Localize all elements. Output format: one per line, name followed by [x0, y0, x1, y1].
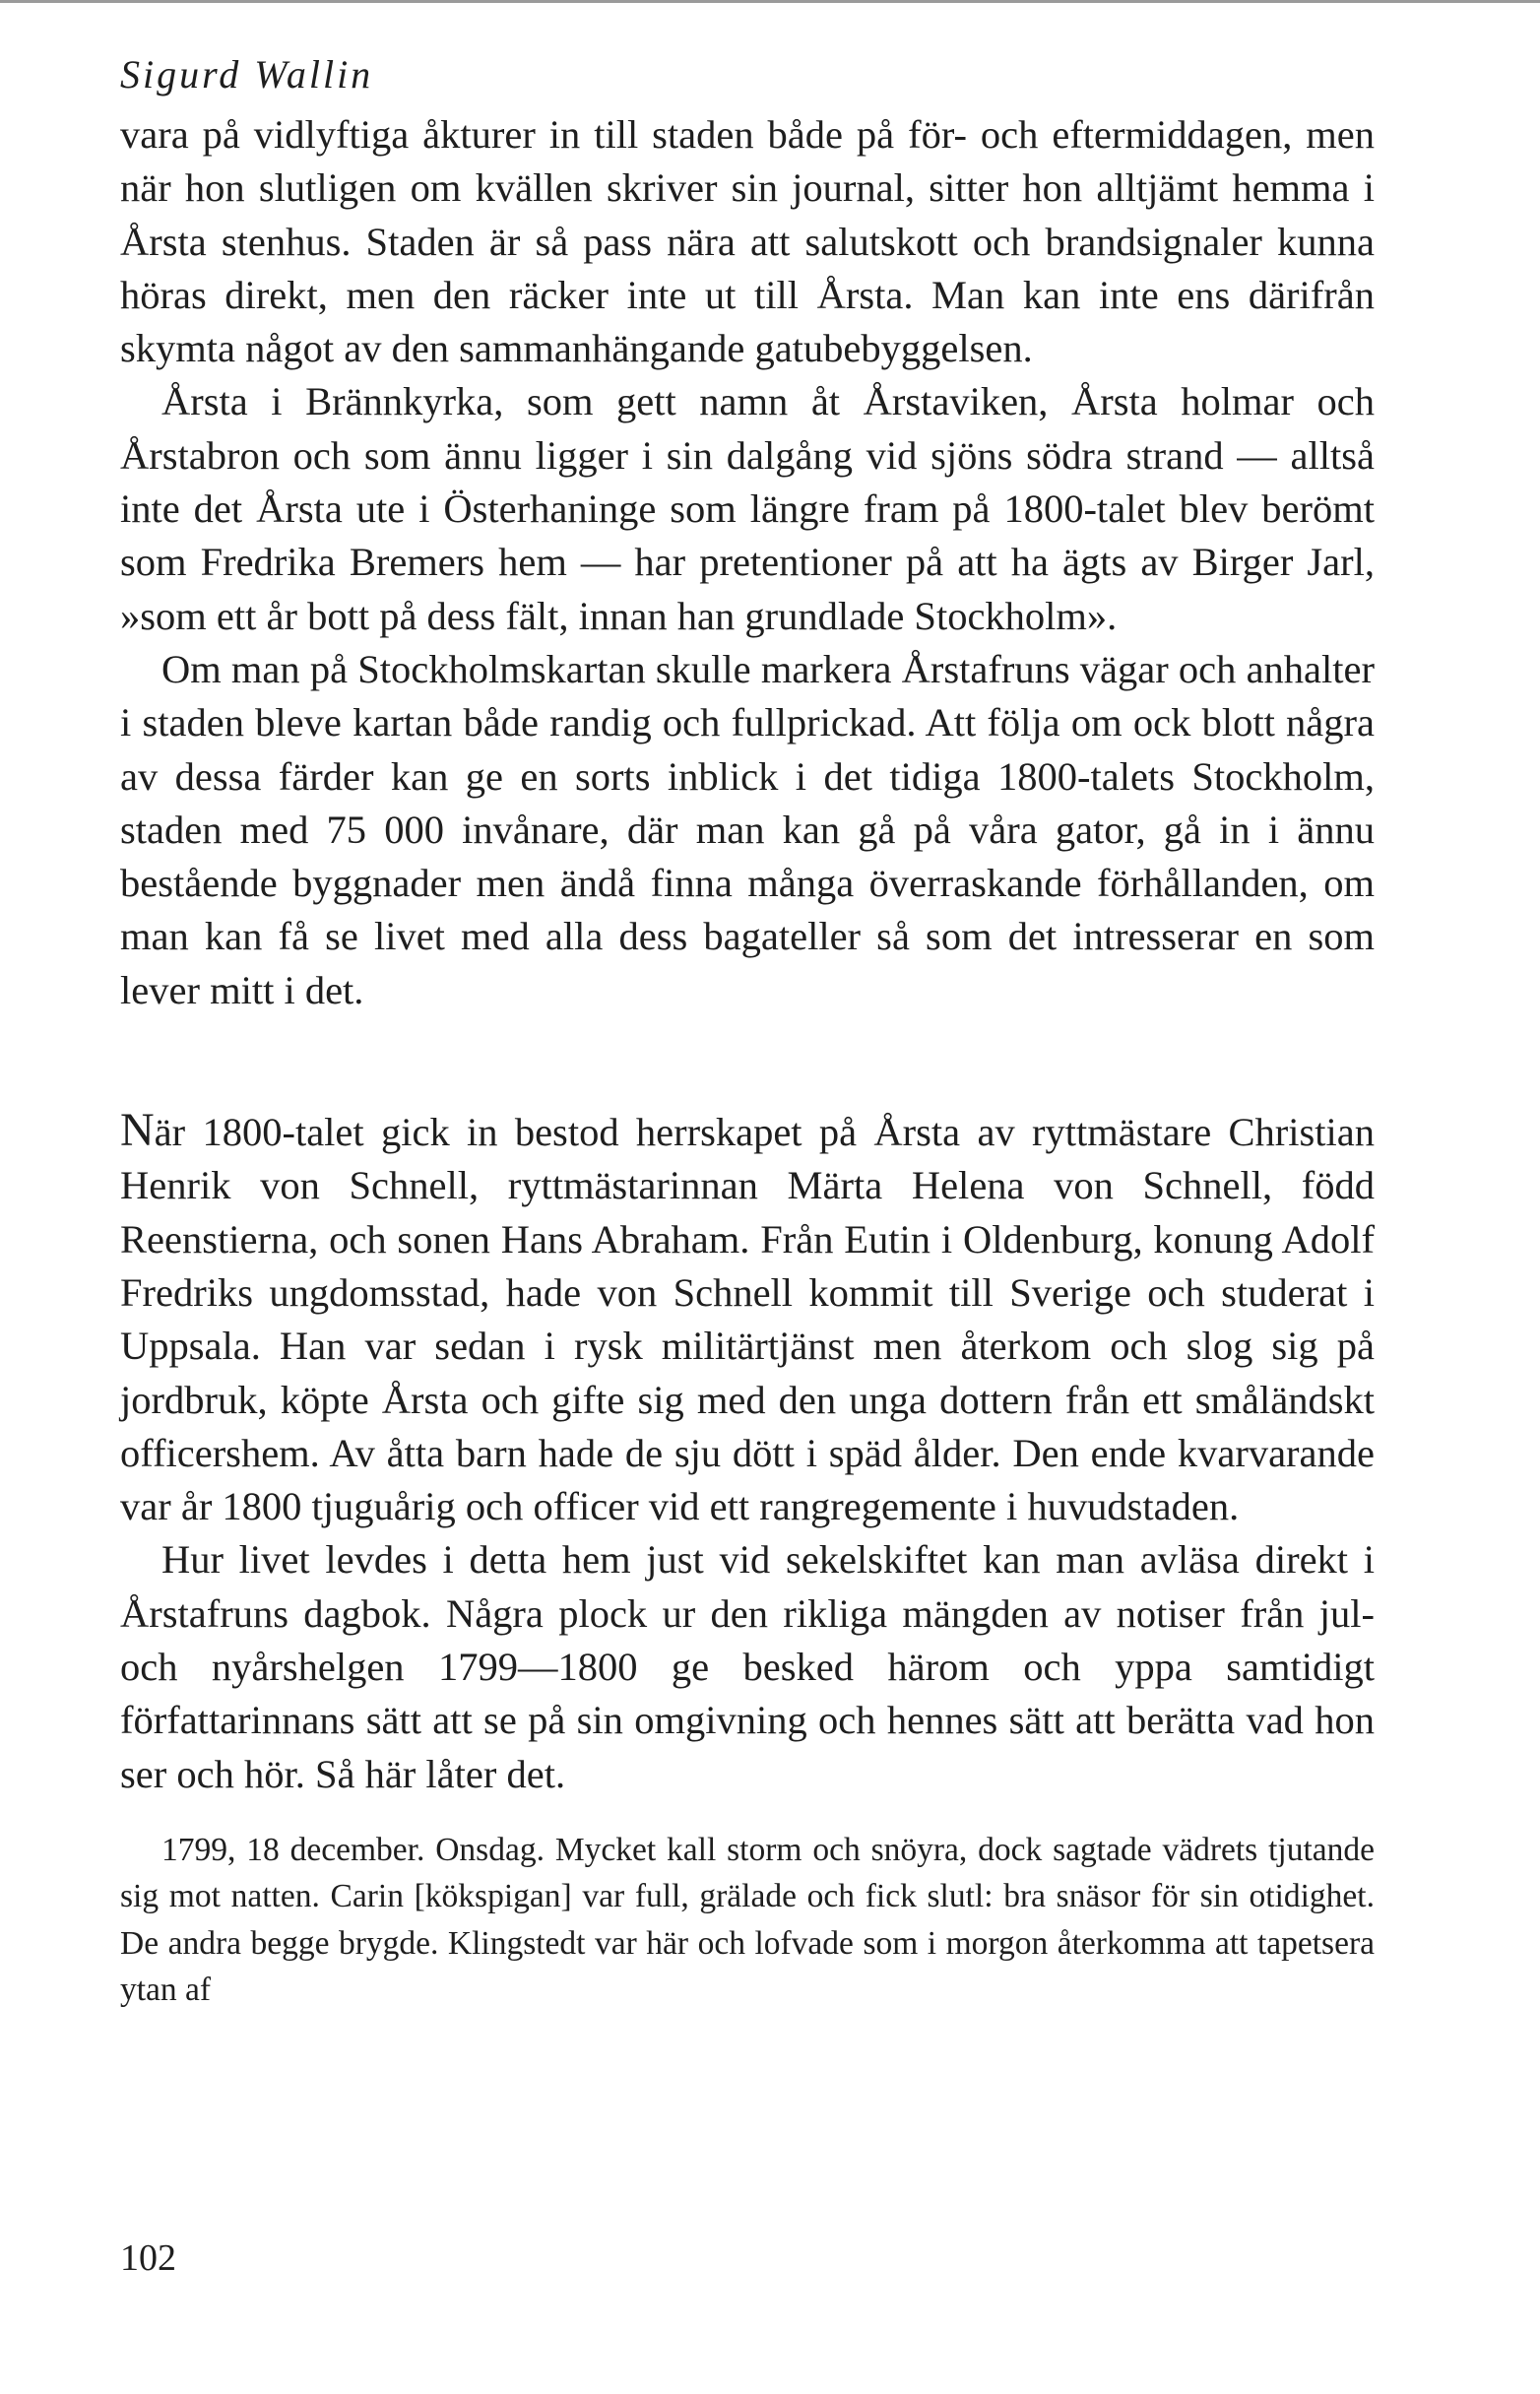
paragraph-stockholm-map: Om man på Stockholmskartan skulle markera Årstafruns vägar och anhalter i staden bleve kartan både randig och fullprickad. Att följa om ock blott några av dessa färder kan ge en sorts inblick i det tidiga 1800-talets Stockholm, staden med 75 000 invånare, där man kan gå på våra gator, gå in i ännu bestående byggnader men ändå finna många överraskande förhållanden, om man kan få se livet med alla dess bagateller så som det intresserar en som lever mitt i det. — [120, 646, 1375, 1012]
section-initial: N — [120, 1104, 155, 1157]
section-paragraph-text: är 1800-talet gick in bestod herrskapet på Årsta av ryttmästare Christian Henrik von Schnell, ryttmästarinnan Märta Helena von Schnell, född Reenstierna, och sonen Hans Abraham. Från Eutin i Oldenburg, konung Adolf Fredriks ungdomsstad, hade von Schnell kommit till Sverige och studerat i Uppsala. Han var sedan i rysk militärtjänst men återkom och slog sig på jordbruk, köpte Årsta och gifte sig med den unga dottern från ett småländskt officershem. Av åtta barn hade de sju dött i späd ålder. Den ende kvarvarande var år 1800 tjuguårig och officer vid ett rangregemente i huvudstaden. — [120, 1110, 1375, 1529]
top-edge-rule — [0, 0, 1540, 3]
paragraph-continued: vara på vidlyftiga åkturer in till staden både på för- och eftermiddagen, men när hon slutligen om kvällen skriver sin journal, sitter hon alltjämt hemma i Årsta stenhus. Staden är så pass nära att salutskott och brandsignaler kunna höras direkt, men den räcker inte ut till Årsta. Man kan inte ens därifrån skymta något av den sammanhängande gatubebyggelsen. — [120, 112, 1375, 371]
page-number: 102 — [120, 2237, 176, 2279]
paragraph-arsta-history: Årsta i Brännkyrka, som gett namn åt Årstaviken, Årsta holmar och Årstabron och som ännu ligger i sin dalgång vid sjöns södra strand — alltså inte det Årsta ute i Österhaninge som längre fram på 1800-talet blev berömt som Fredrika Bremers hem — har pretentioner på att ha ägts av Birger Jarl, »som ett år bott på dess fält, innan han grundlade Stockholm». — [120, 379, 1375, 638]
paragraph-section-start — [120, 1106, 1375, 1533]
diary-excerpt: 1799, 18 december. Onsdag. Mycket kall storm och snöyra, dock sagtade vädrets tjutande sig mot natten. Carin [kökspigan] var full, grälade och fick slutl: bra snäsor för sin otidighet. De andra begge brygde. Klingstedt var här och lofvade som i morgon återkomma att tapetsera ytan af — [120, 1831, 1375, 2009]
paragraph-diary-intro: Hur livet levdes i detta hem just vid sekelskiftet kan man avläsa direkt i Årstafruns dagbok. Några plock ur den rikliga mängden av notiser från jul- och nyårshelgen 1799—1800 ge besked härom och yppa samtidigt författarinnans sätt att se på sin omgivning och hennes sätt att berätta vad hon ser och hör. Så här låter det. — [120, 1537, 1375, 1796]
running-head: Sigurd Wallin — [120, 52, 374, 97]
text-column — [120, 108, 1375, 2014]
